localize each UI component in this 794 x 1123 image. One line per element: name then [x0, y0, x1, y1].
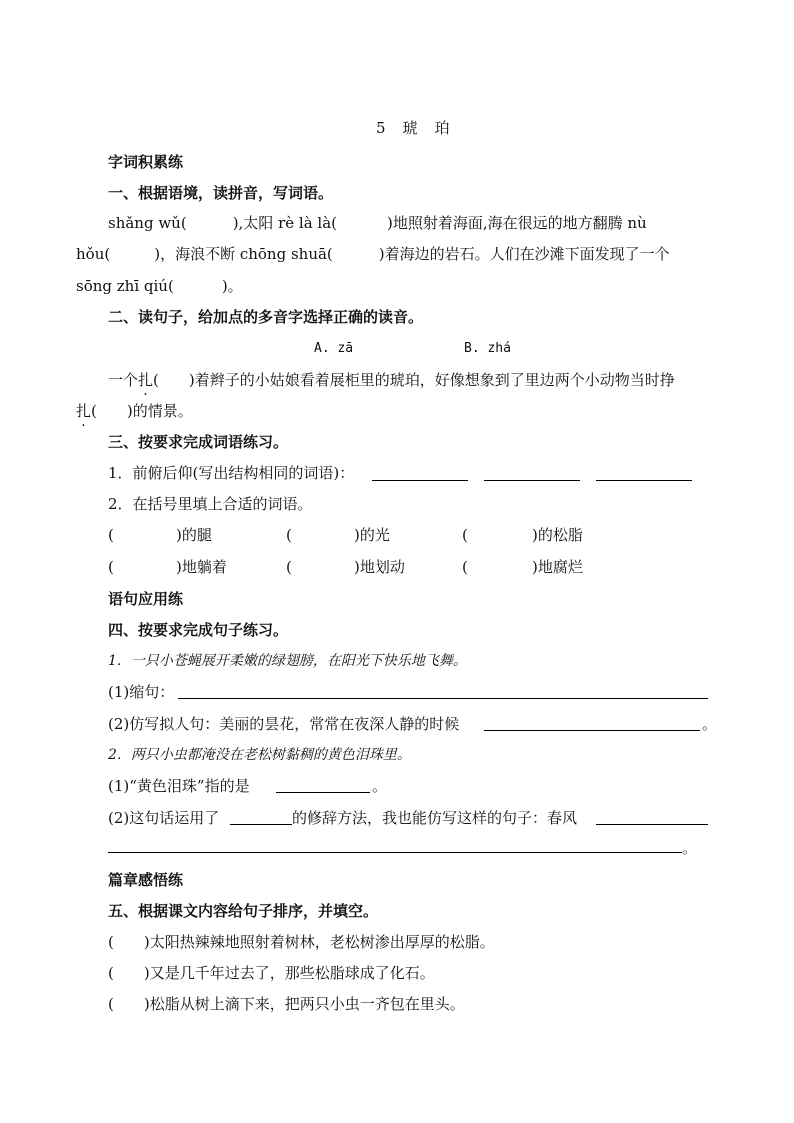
answer-line[interactable]	[108, 852, 682, 853]
q1-pinyin-songzhiqiu: sōng zhī qiú(	[76, 277, 174, 295]
q2-sentence-line-2	[76, 401, 193, 421]
q1-pinyin-relala: ),太阳 rè là là(	[232, 214, 337, 232]
q4-2-rhetoric-label: (2)这句话运用了	[108, 809, 220, 827]
q5-item[interactable]: ( )又是几千年过去了，那些松脂球成了化石。	[108, 964, 435, 982]
q1-line2-text: )着海边的岩石。人们在沙滩下面发现了一个	[378, 245, 670, 263]
question-5-heading: 五、根据课文内容给句子排序，并填空。	[108, 902, 379, 920]
q3-phrase: )地躺着	[176, 558, 227, 576]
q3-phrase: )的松脂	[532, 526, 583, 544]
answer-line[interactable]	[372, 480, 468, 481]
q2-text: 一个	[108, 371, 139, 389]
q1-line-1	[108, 213, 647, 233]
q4-1-condense-label: (1)缩句：	[108, 683, 175, 701]
q3-bracket-open[interactable]: (	[286, 558, 292, 576]
q1-pinyin-chongshua: )，海浪不断 chōng shuā(	[154, 245, 333, 263]
q3-phrase: )地划动	[354, 558, 405, 576]
q5-item[interactable]: ( )松脂从树上滴下来，把两只小虫一齐包在里头。	[108, 995, 465, 1013]
question-1-heading: 一、根据语境，读拼音，写词语。	[108, 184, 334, 202]
question-4-heading: 四、按要求完成句子练习。	[108, 621, 289, 639]
q2-dotted-char: 扎	[76, 402, 92, 420]
question-3-heading: 三、按要求完成词语练习。	[108, 433, 289, 451]
answer-line[interactable]	[276, 792, 370, 793]
q2-dotted-char: 扎	[138, 371, 154, 389]
answer-line[interactable]	[484, 480, 580, 481]
answer-line[interactable]	[230, 824, 292, 825]
q3-item-1	[108, 463, 354, 483]
q2-option-b[interactable]: B. zhá	[464, 341, 511, 356]
q3-item-1-text: 1．前俯后仰(写出结构相同的词语)：	[108, 464, 355, 482]
q2-option-a[interactable]: A. zā	[314, 341, 354, 356]
period: 。	[702, 715, 718, 733]
q3-phrase: )的光	[354, 526, 390, 544]
q1-line-2	[76, 244, 670, 264]
q4-2-meaning-label: (1)“黄色泪珠”指的是	[108, 777, 250, 795]
answer-line[interactable]	[178, 698, 708, 699]
q3-phrase: )地腐烂	[532, 558, 583, 576]
q3-bracket-open[interactable]: (	[108, 526, 114, 544]
q4-sentence-1: 1．一只小苍蝇展开柔嫩的绿翅膀，在阳光下快乐地飞舞。	[108, 653, 467, 669]
q1-line1-text: )地照射着海面,海在很远的地方翻腾 nù	[387, 214, 647, 232]
q1-pinyin-nuhou: hǒu(	[76, 245, 111, 263]
q3-bracket-open[interactable]: (	[108, 558, 114, 576]
q2-sentence-line-1	[108, 370, 675, 390]
period: 。	[682, 839, 698, 857]
q4-2-rhetoric-mid: 的修辞方法，我也能仿写这样的句子：春风	[292, 809, 578, 827]
q1-pinyin-shangwu: shǎng wǔ(	[108, 214, 187, 232]
q3-bracket-open[interactable]: (	[462, 558, 468, 576]
q4-sentence-2: 2．两只小虫都淹没在老松树黏稠的黄色泪珠里。	[108, 747, 411, 763]
section-heading-vocab: 字词积累练	[108, 153, 184, 171]
q3-phrase: )的腿	[176, 526, 212, 544]
q4-1-imitate-label: (2)仿写拟人句：美丽的昙花，常常在夜深人静的时候	[108, 715, 460, 733]
q1-line3-end: )。	[221, 277, 243, 295]
q5-item[interactable]: ( )太阳热辣辣地照射着树林，老松树渗出厚厚的松脂。	[108, 933, 495, 951]
q1-line-3	[76, 276, 243, 296]
q2-text: ( )着辫子的小姑娘看着展柜里的琥珀，好像想象到了里边两个小动物当时挣	[153, 371, 675, 389]
section-heading-sentences: 语句应用练	[108, 590, 184, 608]
q3-item-2: 2．在括号里填上合适的词语。	[108, 495, 313, 513]
section-heading-passage: 篇章感悟练	[108, 871, 184, 889]
q3-bracket-open[interactable]: (	[286, 526, 292, 544]
q3-bracket-open[interactable]: (	[462, 526, 468, 544]
question-2-heading: 二、读句子，给加点的多音字选择正确的读音。	[108, 308, 424, 326]
answer-line[interactable]	[484, 730, 700, 731]
page-title: 5 琥 珀	[376, 119, 451, 137]
answer-line[interactable]	[596, 824, 708, 825]
period: 。	[372, 777, 388, 795]
answer-line[interactable]	[596, 480, 692, 481]
q2-text: ( )的情景。	[91, 402, 193, 420]
